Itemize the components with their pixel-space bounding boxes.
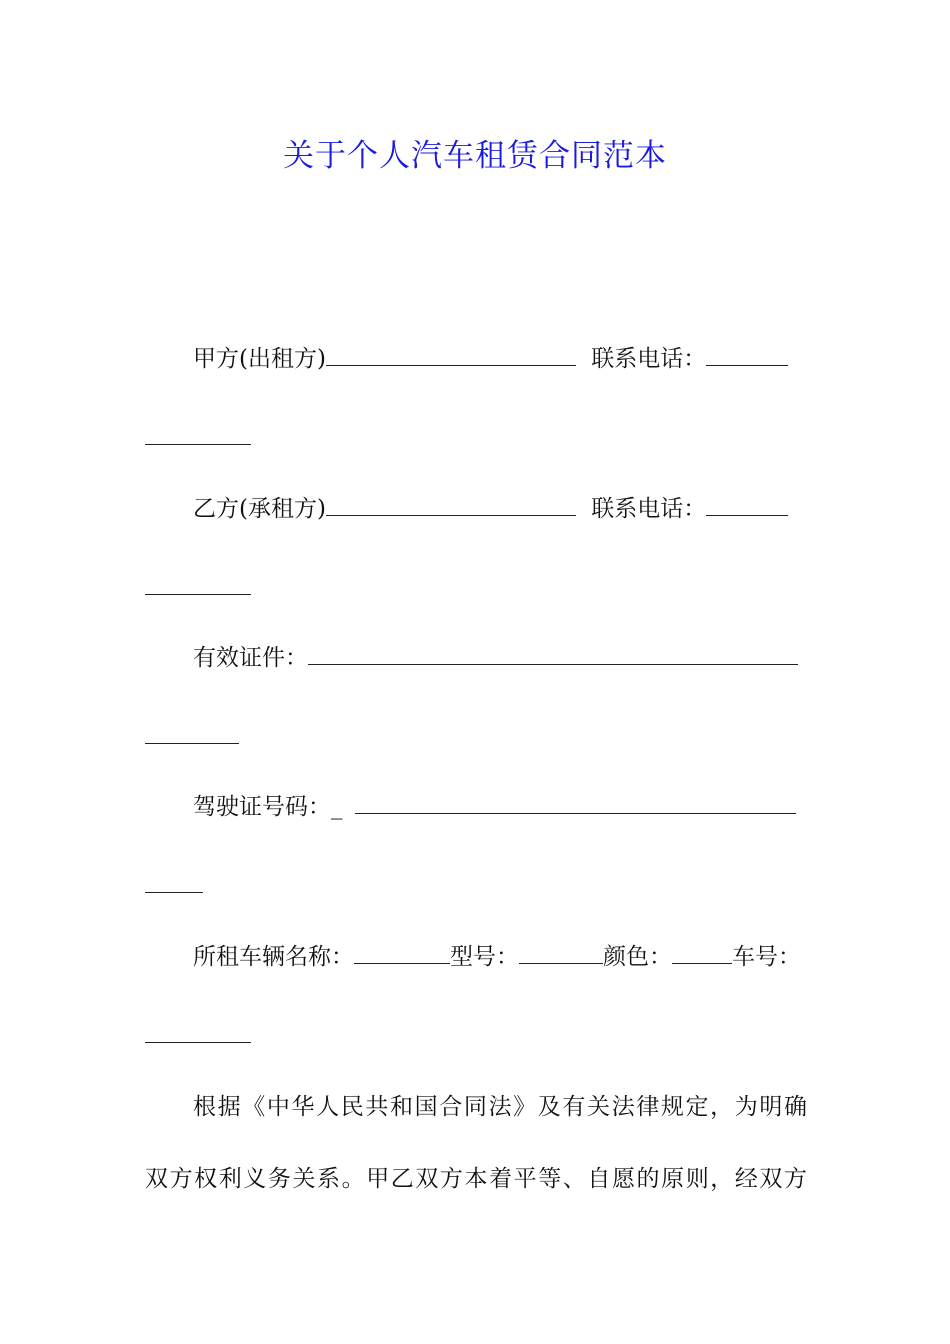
vehicle-name-label: 所租车辆名称： xyxy=(193,944,354,970)
id-label: 有效证件： xyxy=(193,645,308,671)
id-line xyxy=(145,643,855,673)
model-label: 型号： xyxy=(450,944,519,970)
party-b-blank[interactable] xyxy=(326,495,576,516)
license-blank-continued[interactable] xyxy=(145,891,203,893)
paragraph-line-1: 根据《中华人民共和国合同法》及有关法律规定，为明确 xyxy=(193,1094,807,1120)
paragraph-line-2: 双方权利义务关系。甲乙双方本着平等、自愿的原则，经双方 xyxy=(145,1166,807,1192)
party-a-line xyxy=(145,344,855,374)
id-blank[interactable] xyxy=(308,644,798,665)
license-blank[interactable] xyxy=(355,793,796,814)
party-b-line xyxy=(145,494,855,524)
color-blank[interactable] xyxy=(672,943,732,964)
license-line xyxy=(145,792,855,822)
id-blank-continued[interactable] xyxy=(145,742,239,744)
party-b-label: 乙方(承租方) xyxy=(193,496,326,522)
party-a-blank[interactable] xyxy=(326,345,576,366)
model-blank[interactable] xyxy=(519,943,603,964)
vehicle-name-blank[interactable] xyxy=(354,943,450,964)
plate-blank[interactable] xyxy=(145,1041,251,1043)
document-title: 关于个人汽车租赁合同范本 xyxy=(283,138,667,174)
party-a-phone-label: 联系电话： xyxy=(591,346,707,372)
party-b-phone-label: 联系电话： xyxy=(591,496,707,522)
license-label: 驾驶证号码：_ xyxy=(193,794,343,820)
party-b-phone-blank[interactable] xyxy=(706,495,788,516)
party-a-phone-blank[interactable] xyxy=(706,345,788,366)
vehicle-line xyxy=(145,942,855,972)
party-b-phone-blank-continued[interactable] xyxy=(145,593,251,595)
plate-label: 车号： xyxy=(732,944,801,970)
party-a-label: 甲方(出租方) xyxy=(193,346,326,372)
color-label: 颜色： xyxy=(603,944,672,970)
party-a-phone-blank-continued[interactable] xyxy=(145,443,251,445)
